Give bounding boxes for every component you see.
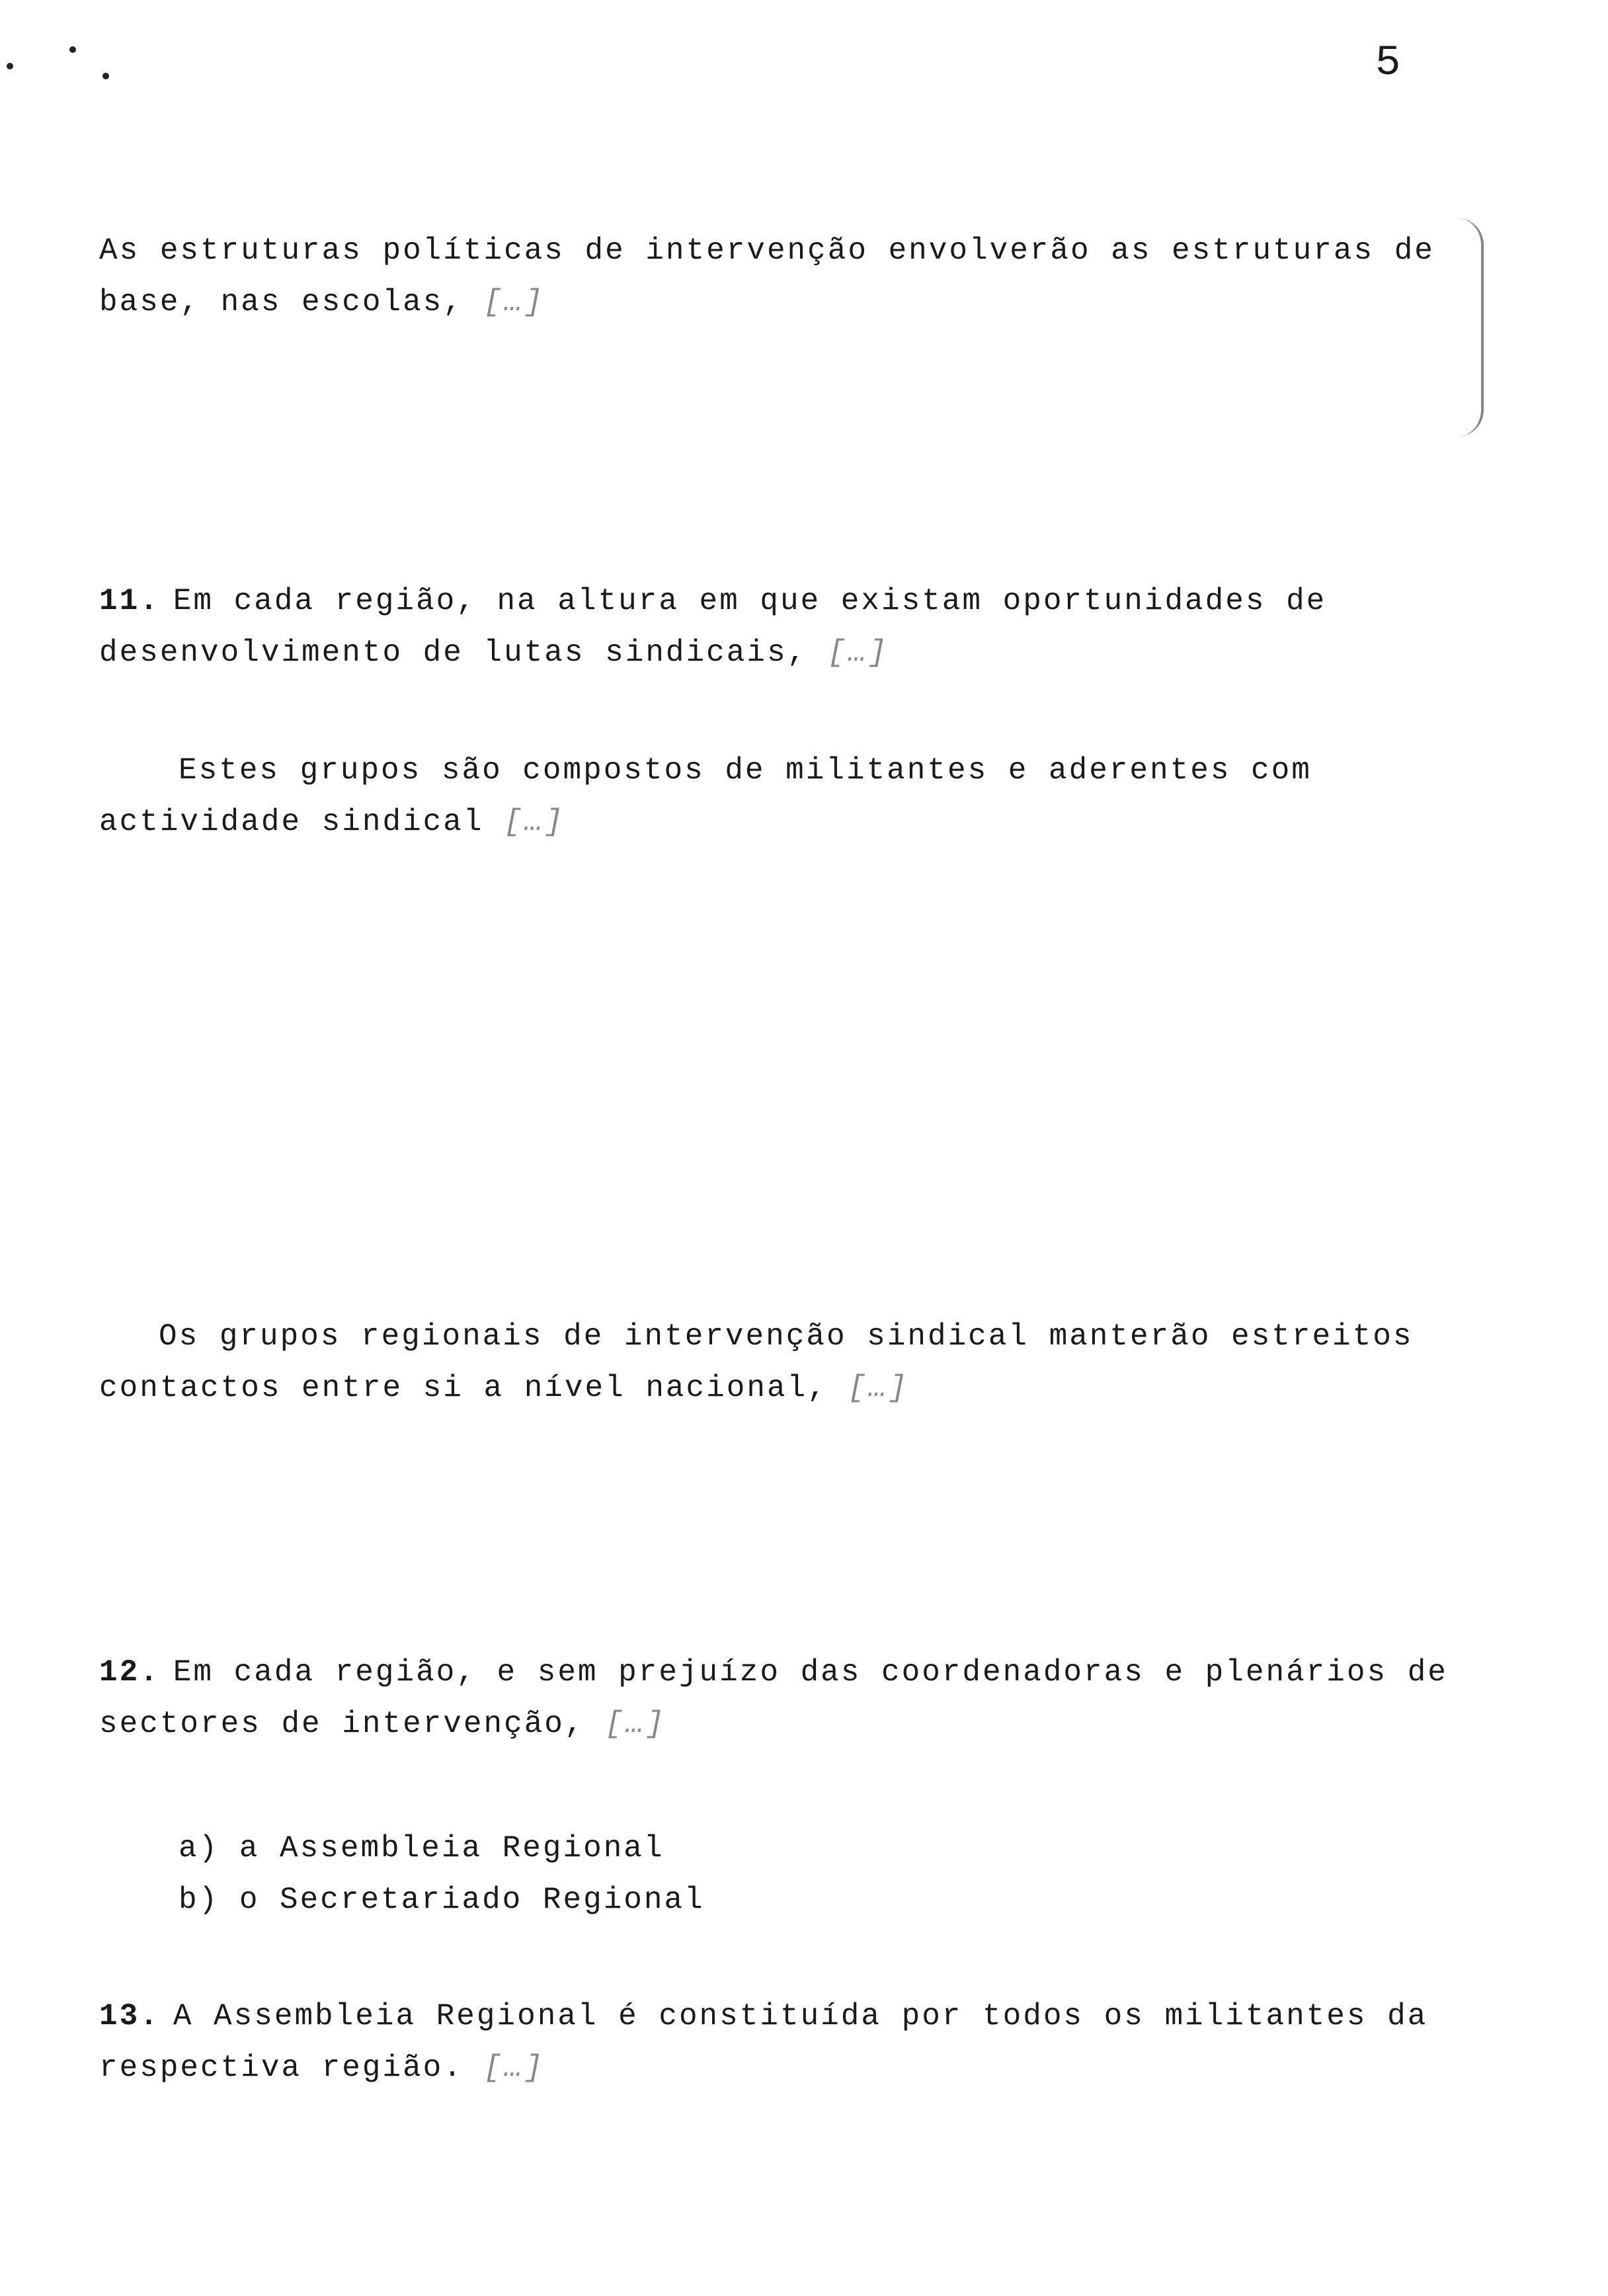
section-number: 12. [99,1655,160,1690]
list-item: b) o Secretariado Regional [179,1883,705,1917]
section-12: 12. Em cada região, e sem prejuízo das coordenadoras e plenários de sectores de intervenção, […] a) a Assembleia Regional b) o Secretariado Regional [99,1647,1474,1926]
section-11: 11. Em cada região, na altura em que existam oportunidades de desenvolvimento de lutas sindicais, […] Estes grupos são compostos de militantes e aderentes com actividade sindical […] Os grupos regionais de intervenção sindical manterão estreitos contactos entre si a nível nacional, […] [99,584,1414,1405]
section-number: 13. [99,1999,160,2033]
section-13: 13. A Assembleia Regional é constituída por todos os militantes da respectiva região. […] [99,1999,1428,2085]
regional-organs-list [99,1823,1474,1926]
scan-speck [69,46,76,53]
intro-paragraph: As estruturas políticas de intervenção envolverão as estruturas de base, nas escolas, […] [99,233,1435,319]
scan-speck [7,63,13,69]
scan-speck [102,73,109,79]
page-number: 5 [1375,40,1401,87]
section-number: 11. [99,584,160,618]
list-item: a) a Assembleia Regional [179,1831,664,1866]
